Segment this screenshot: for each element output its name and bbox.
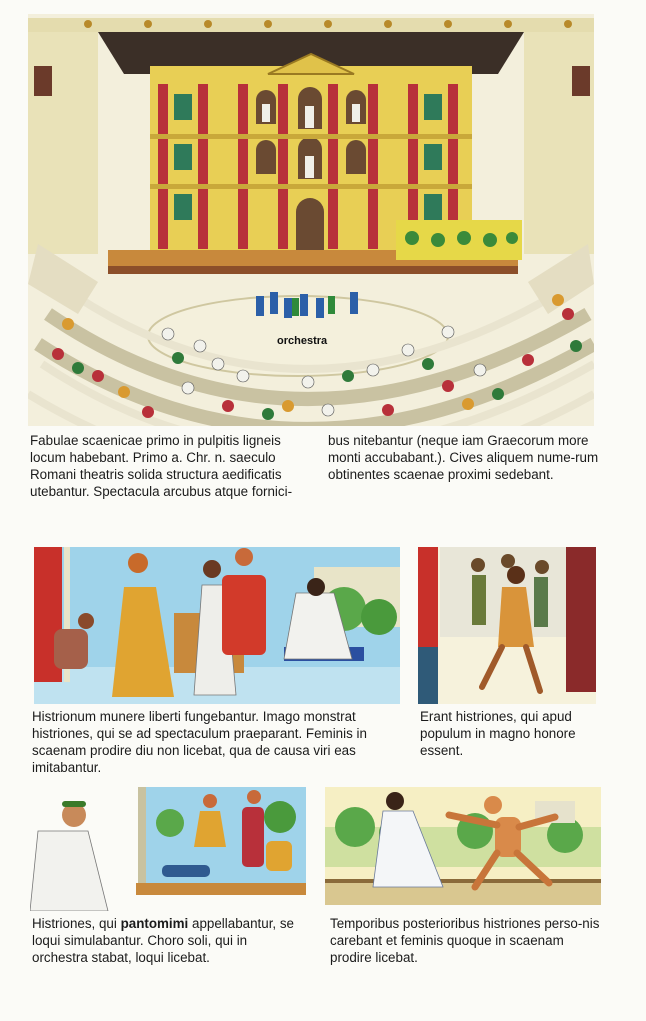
theatre-illustration (28, 14, 594, 426)
pantomimi-keyword: pantomimi (120, 916, 189, 931)
caption-honor: Erant histriones, qui apud populum in magno honore essent. (420, 709, 576, 758)
caption-theatre-col1: Fabulae scaenicae primo in pulpitis ligneis locum habebant. Primo a. Chr. n. saeculo Romani theatris solida structura aedificatis utebantur. Spectacula arcubus atque fornici- (30, 433, 293, 499)
caption-actors: Histrionum munere liberti fungebantur. Imago monstrat histriones, qui se ad spectaculum praeparant. Feminis in scaenam prodire diu non licebat, qua de causa viri eas imitabantur. (32, 709, 367, 775)
runners-illustration (325, 787, 601, 905)
pantomime-illustration (30, 787, 306, 911)
celebrated-actor-illustration (418, 547, 596, 704)
actors-preparing-illustration (34, 547, 400, 704)
caption-theatre-col2: bus nitebantur (neque iam Graecorum more monti accubabant.). Cives aliquem nume-rum obtinentes scaenae proximi sedebant. (328, 433, 599, 482)
caption-pantomime-before: Histriones, qui (32, 916, 121, 931)
caption-pantomime-after: appellabantur, se loqui simulabantur. Choro soli, qui in orchestra stabat, loqui licebat. (32, 916, 295, 965)
caption-later: Temporibus posterioribus histriones perso-nis carebant et feminis quoque in scaenam prodire licebat. (330, 916, 600, 965)
caption-pantomime (32, 915, 302, 966)
orchestra-label: orchestra (277, 335, 328, 347)
